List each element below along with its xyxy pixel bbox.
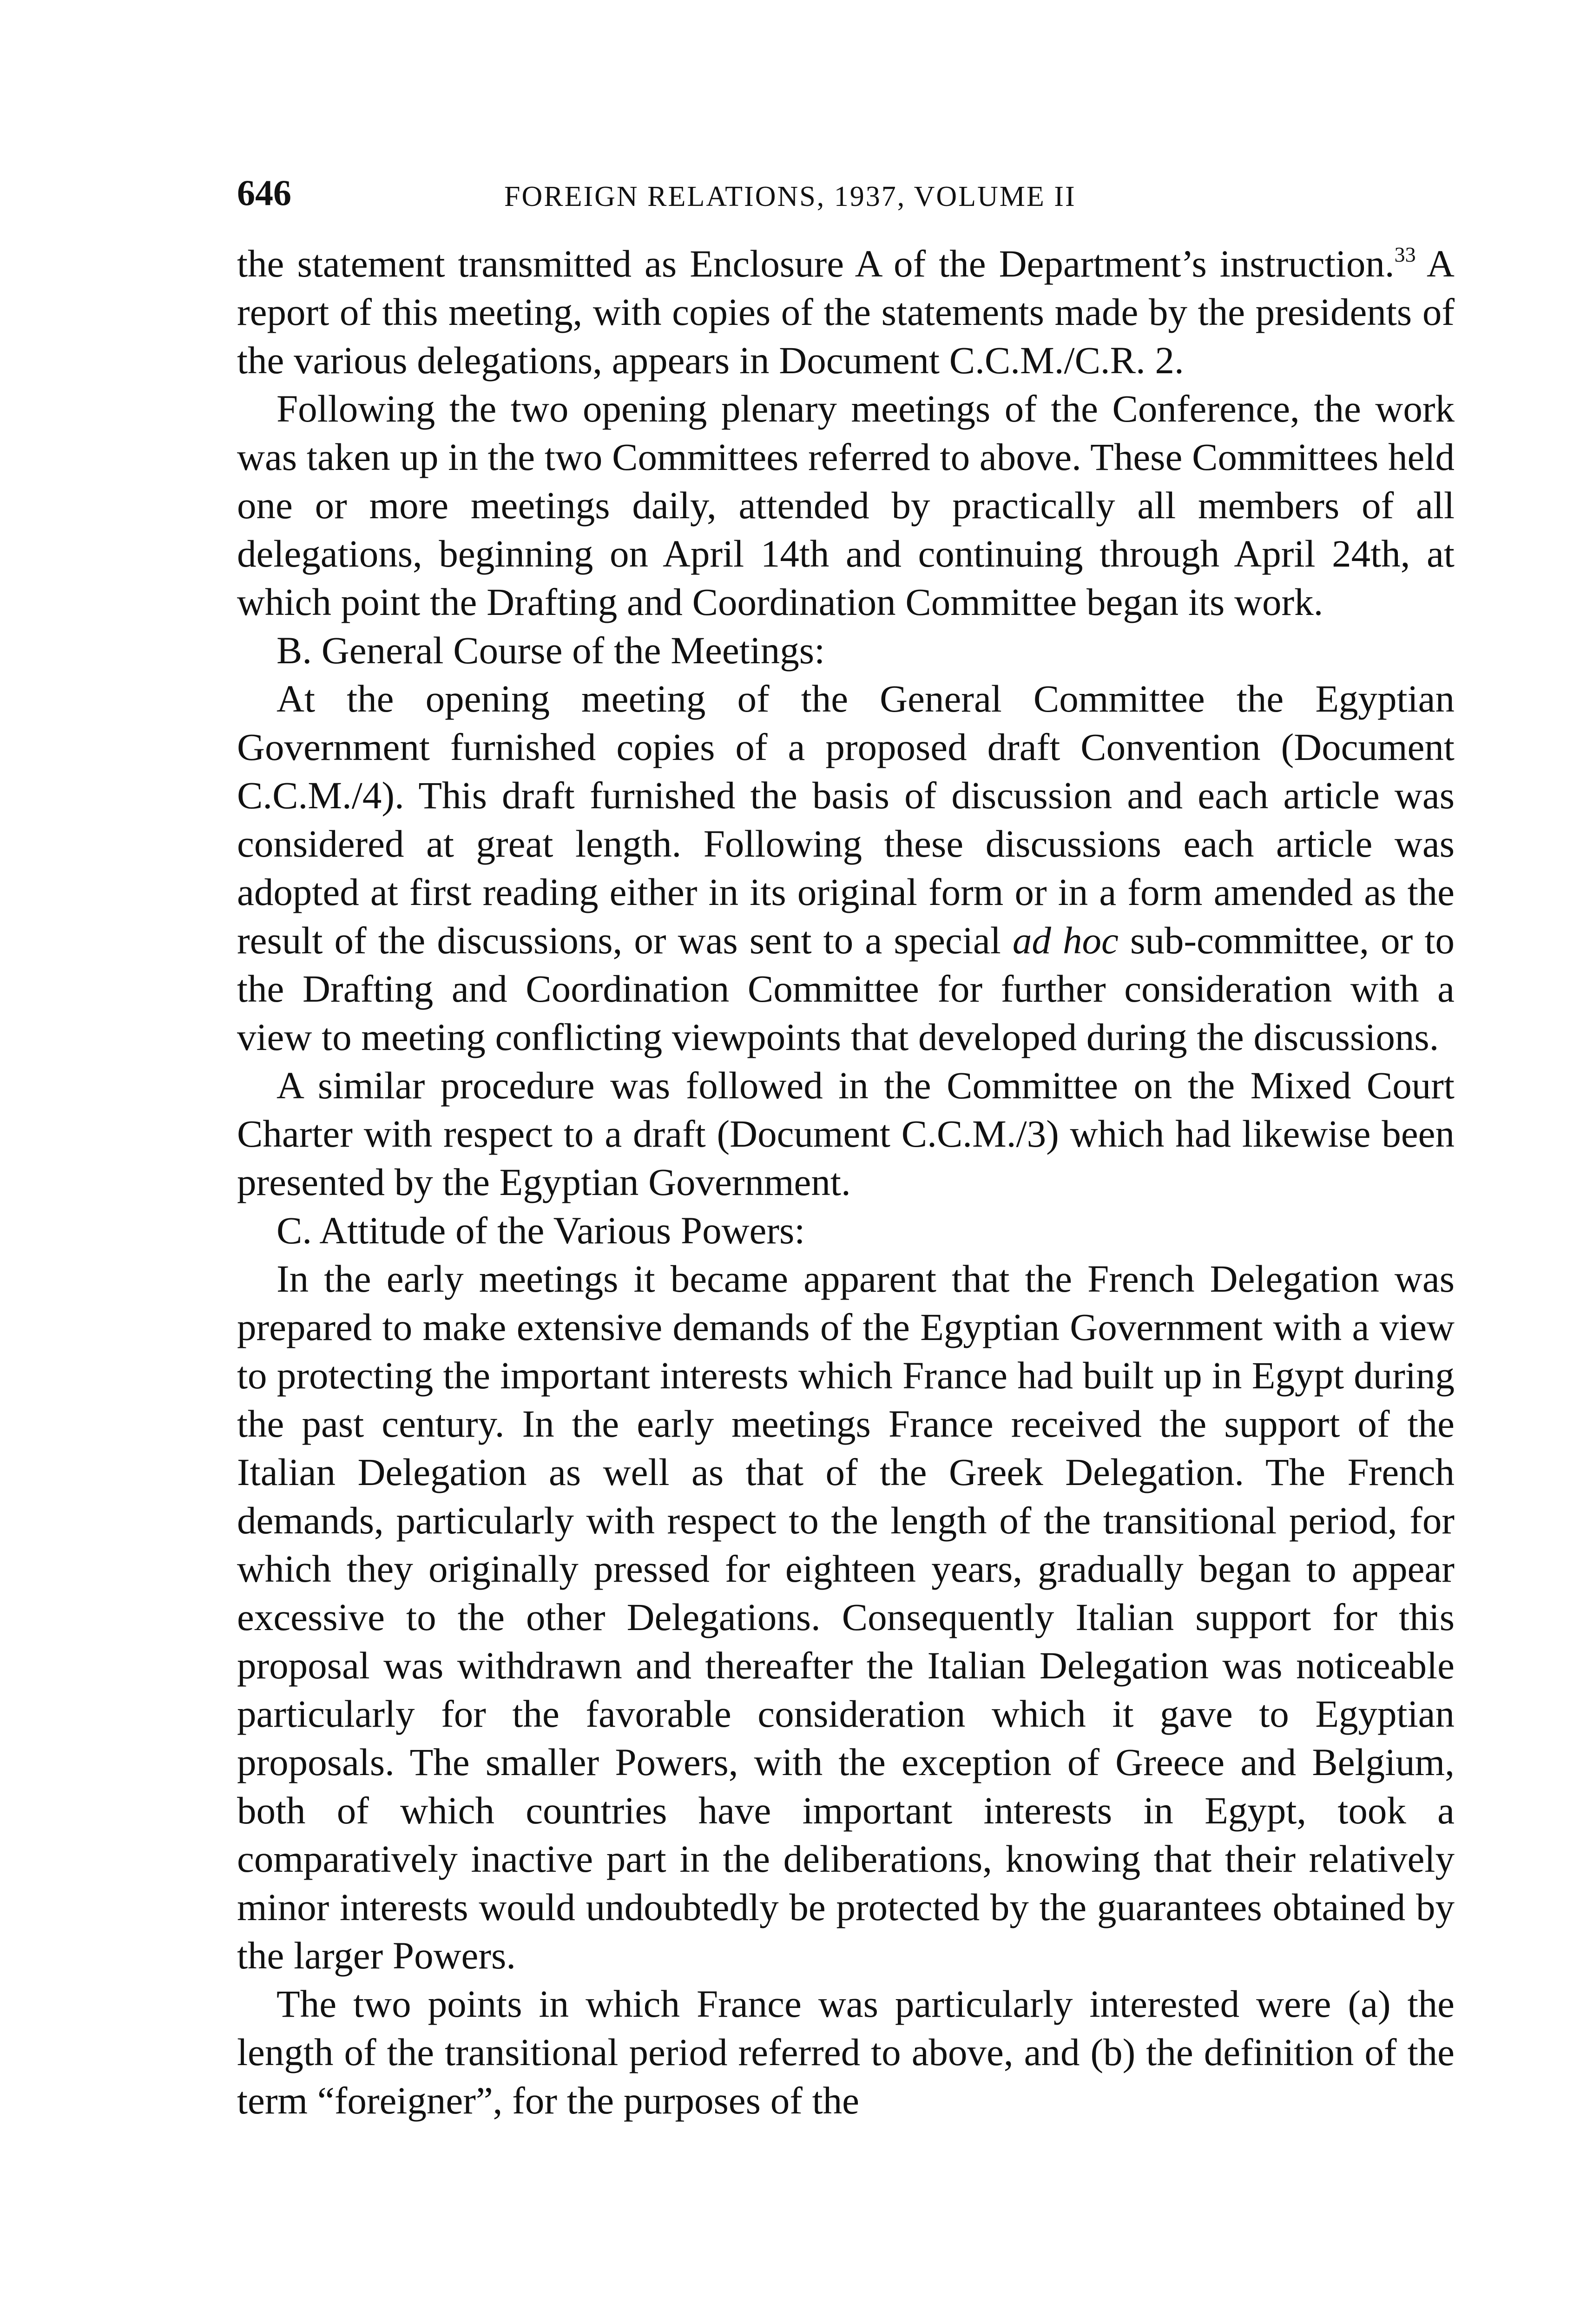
paragraph-3-italic: ad hoc — [1012, 919, 1119, 962]
section-heading-b: B. General Course of the Meetings: — [276, 629, 825, 672]
paragraph-1-continuation: A report of this meeting, with copies of the statements made by the presidents of the various delegations, appears in Document C.C.M./C.R. 2. — [237, 242, 1455, 382]
section-heading-c: C. Attitude of the Various Powers: — [276, 1209, 805, 1252]
paragraph-4: A similar procedure was followed in the Committee on the Mixed Court Charter with respect to a draft (Document C.C.M./3) which had likewise been presented by the Egyptian Government. — [237, 1064, 1455, 1203]
paragraph-1-text: the statement transmitted as Enclosure A of the Department’s instruction. — [237, 242, 1395, 285]
paragraph-6: The two points in which France was particularly interested were (a) the length of the transitional period referred to above, and (b) the definition of the term “foreigner”, for the purposes of the — [237, 1982, 1455, 2122]
running-title: FOREIGN RELATIONS, 1937, VOLUME II — [504, 181, 1076, 212]
footnote-reference: 33 — [1394, 243, 1416, 266]
paragraph-2: Following the two opening plenary meetings of the Conference, the work was taken up in the two Committees referred to above. These Committees held one or more meetings daily, attended by practically all members of all delegations, beginning on April 14th and continuing through April 24th, at which point the Drafting and Coordination Committee began its work. — [237, 387, 1455, 623]
paragraph-1 — [237, 239, 1455, 384]
body-text — [237, 239, 1455, 2125]
page-header — [237, 167, 1455, 218]
paragraph-3 — [237, 674, 1455, 1061]
paragraph-5: In the early meetings it became apparent that the French Delegation was prepared to make extensive demands of the Egyptian Government with a view to protecting the important interests which France had built up in Egypt during the past century. In the early meetings France received the support of the Italian Delegation as well as that of the Greek Delegation. The French demands, particularly with respect to the length of the transitional period, for which they originally pressed for eighteen years, gradually began to appear excessive to the other Delegations. Consequently Italian support for this proposal was withdrawn and thereafter the Italian Delegation was noticeable particularly for the favorable consideration which it gave to Egyptian proposals. The smaller Powers, with the exception of Greece and Belgium, both of which countries have important interests in Egypt, took a comparatively inactive part in the deliberations, knowing that their relatively minor interests would undoubtedly be protected by the guarantees obtained by the larger Powers. — [237, 1257, 1455, 1977]
paragraph-3-continuation: sub-committee, or to the Drafting and Coordination Committee for further consideration with a view to meeting conflicting viewpoints that developed during the discussions. — [237, 919, 1455, 1058]
paragraph-3-text: At the opening meeting of the General Committee the Egyptian Government furnished copies of a proposed draft Convention (Document C.C.M./4). This draft furnished the basis of discussion and each article was considered at great length. Following these discussions each article was adopted at first reading either in its original form or in a form amended as the result of the discussions, or was sent to a special — [237, 677, 1455, 962]
page-number: 646 — [237, 172, 291, 213]
